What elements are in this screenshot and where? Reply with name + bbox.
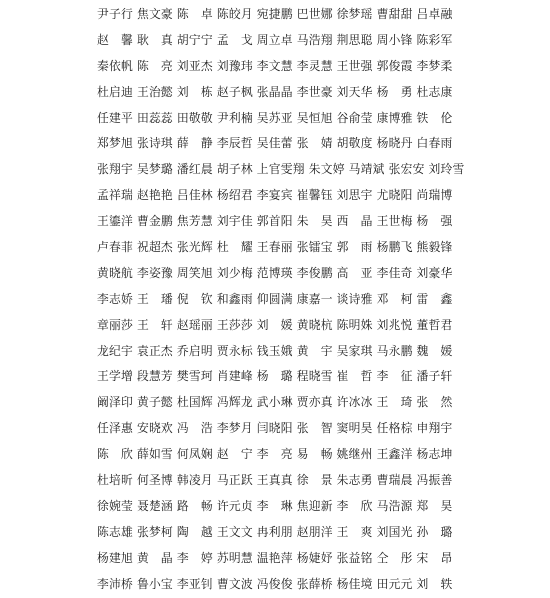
name-row: 尹子行 焦文豪 陈 卓 陈皎月 宛捷鹏 巴世娜 徐梦瑶 曹甜甜 吕卓融 <box>97 7 453 21</box>
name-row: 李沛桥 鲁小宝 李亚钊 曹文波 冯俊俊 张薛桥 杨佳境 田元元 刘 轶 <box>97 576 453 591</box>
name-row: 杜培昕 何圣博 韩凌月 马正跃 王真真 徐 景 朱志勇 曹瑞晨 冯振善 <box>97 473 453 488</box>
name-row: 龙纪宇 袁正杰 乔启明 贾永标 钱玉娥 黄 宇 吴家琪 马永鹏 魏 媛 <box>97 343 453 358</box>
name-row: 杨建旭 黄 晶 李 婷 苏明慧 温艳萍 杨婕妤 张益铭 仝 彤 宋 昂 <box>97 550 453 565</box>
name-row: 王鎏洋 曹金鹏 焦芳慧 刘宇佳 郭首阳 朱 昊 西 晶 王世梅 杨 强 <box>97 214 453 229</box>
name-row: 李志娇 王 璠 倪 钦 和鑫雨 仰圆满 康嘉一 谈诗雅 邓 柯 雷 鑫 <box>97 291 453 306</box>
name-row: 章丽莎 王 轩 赵瑶丽 王莎莎 刘 媛 黄晓杭 陈明姝 刘兆悦 董哲君 <box>97 317 453 332</box>
name-row: 秦依帆 陈 亮 刘亚杰 刘豫玮 李文慧 李灵慧 王世强 郭俊霞 李梦柔 <box>97 58 453 73</box>
name-row: 黄晓航 李姿豫 周笑旭 刘少梅 范博瑛 李俊鹏 高 亚 李佳奇 刘豪华 <box>97 265 453 280</box>
name-row: 孟祥瑞 赵艳艳 吕佳林 杨绍君 李宴宾 崔馨钰 刘思宇 尤晓阳 尚瑞博 <box>97 188 453 203</box>
name-row: 徐婉莹 聂楚涵 路 畅 许元贞 李 琳 焦迎新 李 欣 马浩源 郑 昊 <box>97 498 453 513</box>
name-row: 张翔宇 吴梦璐 潘红晨 胡子林 上官雯翔 朱文婷 马靖斌 张宏安 刘玲雪 <box>97 162 465 177</box>
name-row: 郑梦旭 张诗琪 薛 静 李辰哲 吴佳蕾 张 婧 胡敬度 杨晓丹 白春雨 <box>97 136 453 151</box>
name-row: 任建平 田蕊蕊 田敬敬 尹利楠 吴苏亚 吴恒旭 谷俞莹 康博雅 铁 伦 <box>97 110 453 125</box>
name-row: 卢春菲 祝超杰 张光辉 杜 耀 王春丽 张镭宝 郭 雨 杨鹏飞 熊毅锋 <box>97 240 453 255</box>
name-row: 杜启迪 王治懿 刘 栋 赵子枫 张晶晶 李世豪 刘天华 杨 勇 杜志康 <box>97 84 453 99</box>
name-row: 陈志雄 张梦柯 陶 越 王文文 冉利朋 赵朋洋 王 爽 刘国光 孙 璐 <box>97 524 453 539</box>
name-row: 陈 欣 薛如雪 何凤娴 赵 宁 李 亮 易 畅 姚继州 王鑫洋 杨志坤 <box>97 447 453 462</box>
name-row: 王学增 段慧芳 樊雪珂 肖建峰 杨 璐 程晓雪 崔 哲 李 征 潘子轩 <box>97 369 453 384</box>
name-row: 赵 馨 耿 真 胡宁宁 孟 戈 周立卓 马浩翔 荆思聪 周小锋 陈彩军 <box>97 32 453 47</box>
name-row: 任泽惠 安晓欢 冯 浩 李梦月 闫晓阳 张 智 窦明昊 任格棕 申翔宇 <box>97 421 453 436</box>
name-list <box>97 2 547 597</box>
name-row: 阚泽印 黄子懿 杜国辉 冯辉龙 武小琳 贾亦真 许冰冰 王 琦 张 然 <box>97 395 453 410</box>
